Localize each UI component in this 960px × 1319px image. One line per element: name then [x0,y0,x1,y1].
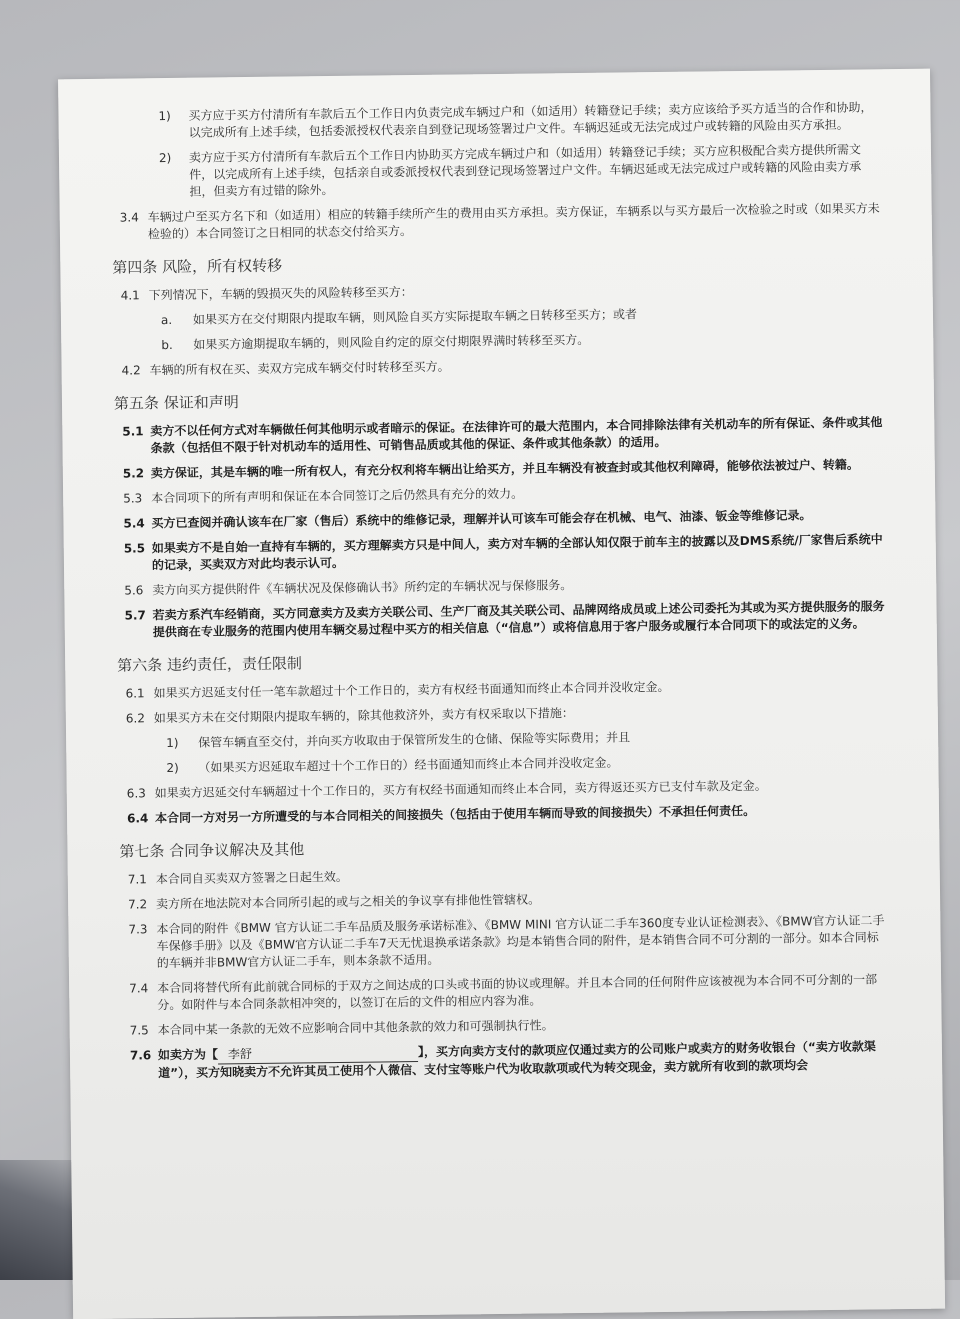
clause-paragraph [127,776,887,802]
clause-text: 本合同中某一条款的无效不应影响合同中其他条款的效力和可强制执行性。 [157,1018,554,1038]
clause-paragraph [127,801,887,827]
section-heading: 第六条 违约责任，责任限制 [117,654,303,675]
clause-suffix: 】，买方向卖方支付的款项应仅通过卖方的公司账户或卖方的财务收银台（“卖方收款渠道”），买方知晓卖方不允许其员工使用个人微信、支付宝等账户代为收取款项或代为转交现金，卖方就所有收到的款项均会 [158,1039,876,1081]
clause-paragraph [120,200,880,243]
clause-text: 如果买方在交付期限内提取车辆，则风险自买方实际提取车辆之日转移至买方；或者 [192,307,638,327]
contract-body [112,99,890,1090]
clause-number: 5.6 [124,583,144,598]
clause-number: 7.1 [127,872,147,887]
clause-text: 如果买方未在交付期限内提取车辆的，除其他救济外，卖方有权采取以下措施： [153,706,574,726]
contract-page [58,69,945,1319]
clause-number: b. [161,337,173,353]
clause-text: 本合同将替代所有此前就合同标的于双方之间达成的口头或书面的协议或理解。并且本合同的任何附件应该被视为本合同不可分割的一部分。如附件与本合同条款相冲突的，以签订在后的文件的相应内容为准。 [157,972,878,1013]
clause-number: 7.4 [129,981,149,996]
clause-paragraph [124,531,884,574]
clause-number: 4.1 [120,288,140,303]
clause-text: 卖方保证，其是车辆的唯一所有权人，有充分权利将车辆出让给买方，并且车辆没有被查封或其他权利障碍，能够依法被过户、转籍。 [150,457,859,481]
clause-paragraph [128,862,888,888]
clause-paragraph [123,506,883,532]
clause-number: 2) [158,150,172,166]
clause-text: 车辆的所有权在买、卖双方完成车辆交付时转移至买方。 [149,359,450,378]
clause-text [158,1038,890,1082]
clause-number: 5.5 [123,541,146,556]
clause-number: 7.5 [129,1023,149,1038]
clause-paragraph [124,598,884,641]
clause-paragraph [124,573,884,599]
clause-text: 卖方不以任何方式对车辆做任何其他明示或者暗示的保证。在法律许可的最大范围内，本合同排除法律有关机动车的所有保证、条件或其他条款（包括但不限于针对机动车的适用性、可销售品质或其他的保证、条件或其他条款）的适用。 [150,415,883,456]
clause-number: 4.2 [121,363,141,378]
clause-number: 5.4 [123,516,145,531]
clause-number: 6.3 [126,786,146,801]
clause-paragraph [122,414,882,457]
clause-text: 卖方应于买方付清所有车款后五个工作日内协助买方完成车辆过户和（如适用）转籍登记手续；买方应积极配合卖方提供所需文件，以完成所有上述手续，包括亲自或委派授权代表到登记现场签署过户文件。车辆迟延或无法完成过户或转籍的风险由卖方承担，但卖方有过错的除外。 [188,142,862,199]
list-item [126,726,886,752]
clause-text: 卖方所在地法院对本合同所引起的或与之相关的争议享有排他性管辖权。 [156,892,541,912]
clause-text: 本合同项下的所有声明和保证在本合同签订之后仍然具有充分的效力。 [151,486,524,506]
clause-text: 本合同一方对另一方所遭受的与本合同相关的间接损失（包括由于使用车辆而导致的间接损失）不承担任何责任。 [154,803,756,826]
clause-paragraph [128,912,889,972]
clause-paragraph [121,278,881,304]
section-heading: 第四条 风险，所有权转移 [112,256,283,277]
clause-paragraph [123,481,883,507]
clause-number: 6.2 [125,711,146,726]
list-item [126,751,886,777]
clause-number: 6.4 [126,811,149,826]
clause-number: 1) [166,735,179,751]
clause-paragraph [130,1013,890,1039]
clause-text: 下列情况下，车辆的毁损灭失的风险转移至买方： [148,285,413,303]
clause-paragraph [125,676,885,702]
clause-text: 卖方向买方提供附件《车辆状况及保修确认书》所约定的车辆状况与保修服务。 [152,578,573,598]
list-item [121,328,881,354]
clause-text: 如果卖方迟延交付车辆超过十个工作日的，买方有权经书面通知而终止本合同，卖方得返还买方已支付车款及定金。 [154,778,767,801]
clause-text: 买方应于买方付清所有车款后五个工作日内负责完成车辆过户和（如适用）转籍登记手续；卖方应该给予买方适当的合作和协助，以完成所有上述手续，包括委派授权代表亲自到登记现场签署过户文件。车辆迟延或无法完成过户或转籍的风险由买方承担。 [188,100,873,140]
clause-paragraph [130,1038,890,1082]
clause-number: 3.4 [119,210,139,225]
clause-number: a. [160,312,173,328]
list-item [118,99,878,142]
clause-number: 6.1 [125,686,145,701]
clause-number: 2) [166,760,179,776]
section-heading: 第七条 合同争议解决及其他 [119,840,305,861]
clause-text: 本合同自买卖双方签署之日起生效。 [155,869,348,887]
clause-number: 7.3 [128,922,148,937]
clause-text: （如果买方迟延取车超过十个工作日的）经书面通知而终止本合同并没收定金。 [198,755,619,775]
clause-text: 如果买方逾期提取车辆的，则风险自约定的原交付期限界满时转移至买方。 [193,332,590,352]
clause-number: 5.1 [122,424,144,439]
clause-text: 车辆过户至买方名下和（如适用）相应的转籍手续所产生的费用由买方承担。卖方保证，车辆系以与买方最后一次检验之时或（如果买方未检验的）本合同签订之日相同的状态交付给买方。 [147,201,880,242]
clause-paragraph [129,971,889,1014]
clause-paragraph [126,701,886,727]
clause-paragraph [123,456,883,482]
clause-text: 如果买方迟延支付任一笔车款超过十个工作日的，卖方有权经书面通知而终止本合同并没收定金。 [153,679,670,701]
seller-name-field[interactable]: 李舒 [218,1044,418,1064]
clause-number: 7.2 [128,897,148,912]
clause-number: 1) [158,108,171,124]
clause-paragraph [121,353,881,379]
clause-text: 保管车辆直至交付，并向买方收取由于保管所发生的仓储、保险等实际费用；并且 [198,730,631,750]
clause-text: 若卖方系汽车经销商，买方同意卖方及卖方关联公司、生产厂商及其关联公司、品牌网络成员或上述公司委托为其或为买方提供服务的服务提供商在专业服务的范围内使用车辆交易过程中买方的相关信息（“信息”）或将信息用于客户服务或履行本合同项下的或法定的义务。 [152,599,885,640]
clause-text: 本合同的附件《BMW 官方认证二手车品质及服务承诺标准》、《BMW MINI 官方认证二手车360度专业认证检测表》、《BMW官方认证二手车保修手册》以及《BMW官方认证二手车7天无忧退换承诺条款》均是本销售合同的附件，是本销售合同不可分割的一部分。如本合同标的车辆并非BMW官方认证二手车，则本条款不适用。 [156,913,885,971]
list-item [119,141,880,201]
clause-text: 如果卖方不是自始一直持有车辆的，买方理解卖方只是中间人，卖方对车辆的全部认知仅限于前车主的披露以及DMS系统/厂家售后系统中的记录，买卖双方对此均表示认可。 [151,532,883,573]
clause-number: 5.2 [122,466,145,481]
clause-text: 买方已查阅并确认该车在厂家（售后）系统中的维修记录，理解并认可该车可能会存在机械、电气、油漆、钣金等维修记录。 [151,508,812,531]
clause-number: 5.7 [124,608,146,623]
clause-number: 5.3 [123,491,143,506]
list-item [121,303,881,329]
section-heading: 第五条 保证和声明 [113,393,239,413]
clause-paragraph [128,887,888,913]
clause-number: 7.6 [129,1048,152,1063]
clause-prefix: 如卖方为【 [157,1047,219,1063]
